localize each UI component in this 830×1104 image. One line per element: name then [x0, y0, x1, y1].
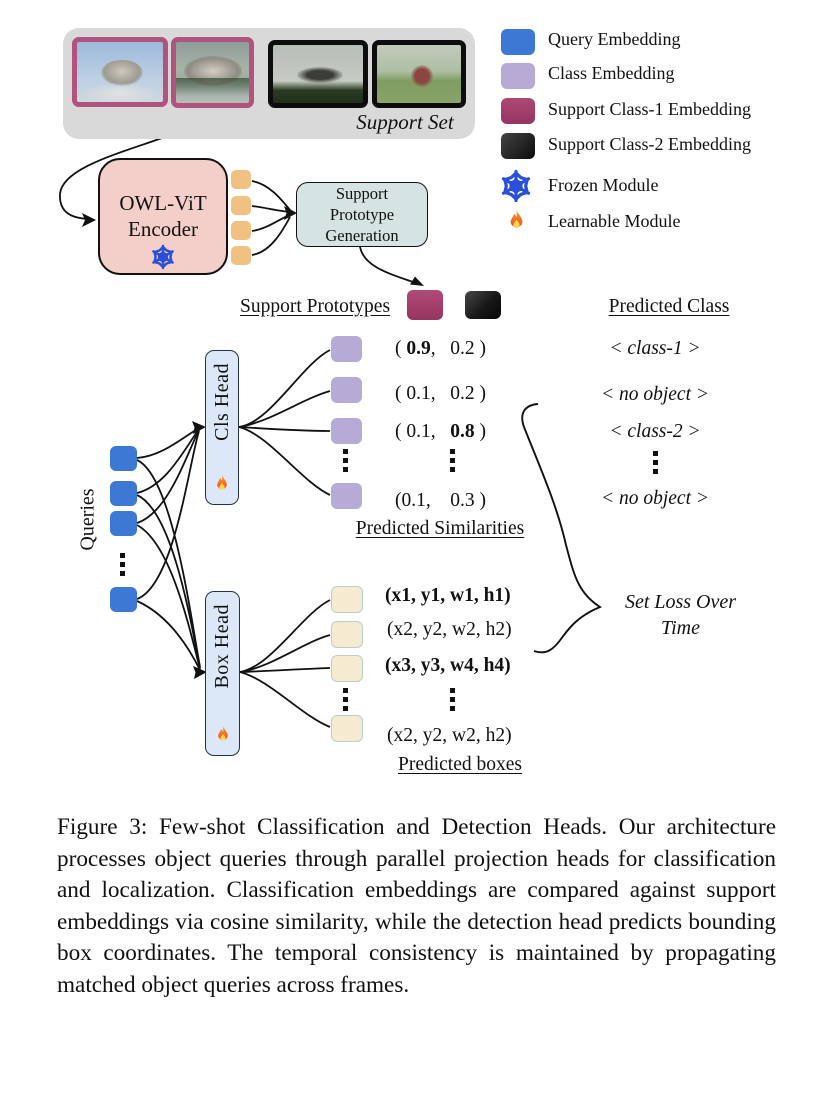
support-class1-prototype — [407, 290, 443, 320]
box-embedding-token — [331, 715, 363, 742]
predicted-class-item: < class-1 > — [609, 338, 701, 359]
figure-caption: Figure 3: Few-shot Classification and Detection Heads. Our architecture processes object queries through parallel projection heads for classification and localization. Classification embeddings are compared against support embeddings via cosine similarity, while the detection head predicts bounding box coordinates. The temporal consistency is maintained by propagating matched object queries across frames. — [57, 814, 776, 998]
similarity-row: ( 0.9, 0.2 ) — [395, 338, 486, 359]
set-loss-label: Set Loss Over Time — [624, 591, 737, 639]
encoder-token — [231, 196, 251, 215]
predicted-class-item: < class-2 > — [609, 421, 701, 442]
box-embedding-token — [331, 621, 363, 648]
flame-icon — [503, 206, 530, 236]
vertical-ellipsis — [450, 449, 455, 472]
box-head-label: Box Head — [211, 604, 233, 689]
class-embedding-token — [331, 336, 362, 362]
support-set-label: Support Set — [356, 110, 454, 134]
query-token — [110, 587, 137, 612]
encoder-title-line1: OWL-ViT — [119, 191, 207, 215]
legend-label-class: Class Embedding — [548, 63, 675, 83]
snowflake-icon — [499, 169, 533, 203]
box-embedding-token — [331, 586, 363, 613]
support-image-class1-b — [171, 37, 254, 108]
query-token — [110, 446, 137, 471]
legend-label-query: Query Embedding — [548, 29, 681, 49]
snowflake-icon — [150, 244, 176, 270]
dust-shape — [83, 82, 157, 104]
box-head-box — [205, 591, 240, 756]
vertical-ellipsis — [120, 553, 125, 576]
support-class1-swatch — [501, 98, 535, 124]
support-class2-swatch — [501, 133, 535, 159]
similarity-row: ( 0.1, 0.2 ) — [395, 383, 486, 404]
class-embedding-token — [331, 377, 362, 403]
legend-label-learnable: Learnable Module — [548, 211, 681, 231]
support-prototypes-label: Support Prototypes — [240, 296, 391, 317]
predicted-boxes-title: Predicted boxes — [397, 754, 522, 775]
support-image-class1-a — [72, 37, 168, 107]
cls-head-box — [205, 350, 239, 505]
encoder-title-line2: Encoder — [128, 217, 198, 241]
vertical-ellipsis — [450, 688, 455, 711]
support-class2-prototype — [465, 291, 501, 319]
similarity-row: ( 0.1, 0.8 ) — [395, 421, 486, 442]
query-token — [110, 481, 137, 506]
encoder-token — [231, 221, 251, 240]
queries-label: Queries — [76, 488, 99, 551]
support-image-class2-a — [268, 40, 368, 108]
predicted-similarities-title: Predicted Similarities — [355, 518, 525, 539]
gyrocopter-shape — [297, 67, 343, 83]
vertical-ellipsis — [343, 449, 348, 472]
legend-label-support2: Support Class-2 Embedding — [548, 134, 751, 154]
legend-label-support1: Support Class-1 Embedding — [548, 99, 751, 119]
class-embedding-token — [331, 483, 362, 509]
predicted-class-item: < no object > — [600, 488, 710, 509]
box-coords-row: (x1, y1, w1, h1) — [385, 585, 511, 606]
predicted-class-item: < no object > — [600, 384, 710, 405]
legend-label-frozen: Frozen Module — [548, 175, 659, 195]
box-coords-row: (x2, y2, w2, h2) — [387, 725, 512, 746]
class-embedding-token — [331, 418, 362, 444]
vertical-ellipsis — [653, 451, 658, 474]
query-embedding-swatch — [501, 29, 535, 55]
box-coords-row: (x3, y3, w4, h4) — [385, 655, 511, 676]
vertical-ellipsis — [343, 688, 348, 711]
support-prototype-generation-box: Support Prototype Generation — [296, 182, 428, 247]
predicted-class-title: Predicted Class — [608, 296, 730, 317]
query-token — [110, 511, 137, 536]
box-embedding-token — [331, 655, 363, 682]
cls-head-label: Cls Head — [210, 363, 233, 441]
owl-vit-encoder-box — [98, 158, 228, 275]
encoder-token — [231, 170, 251, 189]
trees-shape — [176, 78, 254, 96]
support-image-class2-b — [372, 40, 466, 108]
flame-icon — [211, 472, 233, 496]
gyrocopter-shape — [411, 65, 433, 87]
flame-icon — [212, 723, 234, 747]
box-coords-row: (x2, y2, w2, h2) — [387, 619, 512, 640]
encoder-token — [231, 246, 251, 265]
similarity-row: (0.1, 0.3 ) — [395, 490, 486, 511]
class-embedding-swatch — [501, 63, 535, 89]
